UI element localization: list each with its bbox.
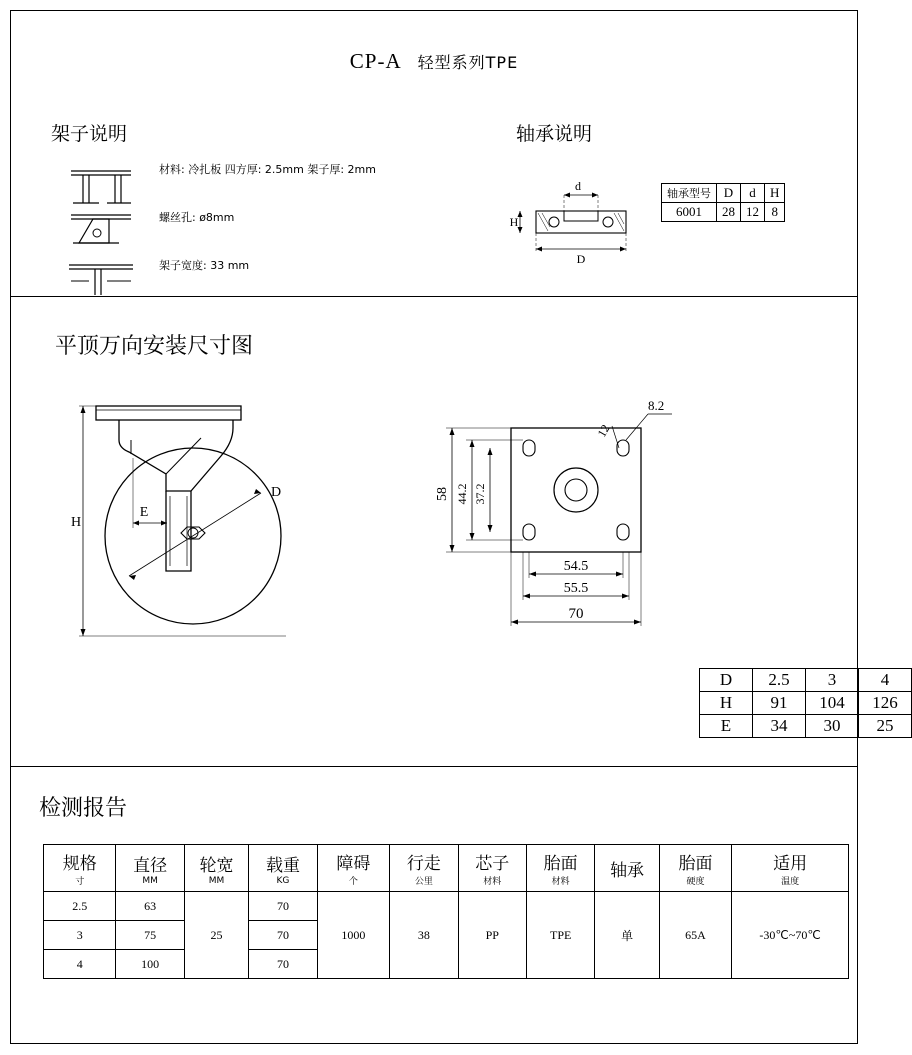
dhe-E-2: 30 (806, 715, 859, 738)
report-header-load: 载重 (265, 855, 300, 876)
report-subheader-obstacle: 个 (348, 877, 358, 887)
test-report-table (43, 844, 849, 979)
section-heading-frame: 架子说明 (51, 123, 128, 145)
caster-side-view (71, 396, 441, 666)
caster-top-view (426, 396, 746, 656)
report-cell-temperature: -30℃~70℃ (732, 892, 849, 979)
bearing-dim-H-label: H (509, 215, 519, 229)
table-header-row (44, 845, 849, 892)
dhe-H-1: 91 (753, 692, 806, 715)
report-subheader-travel: 公里 (414, 877, 433, 887)
report-subheader-width: MM (208, 875, 225, 886)
dhe-label-H: H (700, 692, 753, 715)
report-header-diameter: 直径 (133, 855, 168, 876)
table-row (662, 203, 785, 222)
frame-spec-width: 架子宽度: 33 mm (159, 259, 250, 272)
bearing-header-H: H (765, 184, 785, 203)
title-series: 轻型系列TPE (417, 53, 519, 72)
dhe-label-D: D (700, 669, 753, 692)
dhe-D-3: 4 (859, 669, 912, 692)
report-subheader-bearing (596, 881, 657, 884)
report-header-tread-hardness: 胎面 (678, 854, 713, 874)
report-cell-spec: 4 (44, 950, 116, 979)
screw-hole-icon (59, 209, 149, 255)
report-header-temperature: 适用 (773, 854, 808, 874)
report-subheader-core: 材料 (483, 877, 502, 887)
report-cell-bearing: 单 (595, 892, 659, 979)
report-header-spec: 规格 (62, 854, 97, 874)
bearing-diagram (506, 169, 666, 279)
report-cell-load: 70 (249, 892, 317, 921)
report-subheader-tread-material: 材料 (551, 877, 570, 887)
report-header-bearing: 轴承 (610, 860, 645, 881)
table-row (700, 715, 912, 738)
report-cell-tread-material: TPE (526, 892, 594, 979)
report-header-tread-material: 胎面 (543, 854, 578, 874)
top-dim-37-2: 37.2 (473, 483, 487, 505)
report-cell-width: 25 (184, 892, 248, 979)
report-subheader-tread-hardness: 硬度 (686, 877, 705, 887)
page-title (11, 49, 857, 74)
frame-spec-screw: 螺丝孔: ø8mm (159, 211, 235, 224)
side-dim-D: D (271, 485, 282, 500)
dhe-H-3: 126 (859, 692, 912, 715)
report-subheader-temperature: 温度 (781, 877, 800, 887)
dhe-E-3: 25 (859, 715, 912, 738)
bearing-value-model: 6001 (662, 203, 717, 222)
section-heading-report: 检测报告 (39, 796, 128, 821)
section-heading-bearing: 轴承说明 (516, 123, 593, 145)
frame-width-icon (59, 257, 149, 303)
drawing-sheet (10, 10, 898, 1044)
report-cell-core: PP (458, 892, 526, 979)
table-row (700, 692, 912, 715)
report-cell-diameter: 100 (116, 950, 184, 979)
bearing-value-H: 8 (765, 203, 785, 222)
bearing-value-d: 12 (741, 203, 765, 222)
report-subheader-load: KG (276, 875, 290, 886)
report-header-width: 轮宽 (199, 855, 234, 876)
top-dim-70: 70 (568, 606, 584, 622)
dhe-D-2: 3 (806, 669, 859, 692)
bearing-dim-d: d (575, 179, 581, 193)
report-cell-diameter: 63 (116, 892, 184, 921)
report-cell-travel: 38 (390, 892, 458, 979)
dhe-H-2: 104 (806, 692, 859, 715)
frame-spec-row (59, 257, 439, 305)
frame-spec-row (59, 161, 439, 209)
divider-middle (11, 766, 857, 767)
dimension-table (699, 668, 912, 738)
report-cell-tread-hardness: 65A (659, 892, 731, 979)
side-dim-E: E (139, 505, 149, 520)
report-header-core: 芯子 (475, 854, 510, 874)
frame-spec-row (59, 209, 439, 257)
bearing-value-D: 28 (717, 203, 741, 222)
report-cell-load: 70 (249, 921, 317, 950)
report-cell-spec: 2.5 (44, 892, 116, 921)
bearing-header-d: d (741, 184, 765, 203)
report-header-travel: 行走 (406, 854, 441, 874)
section-heading-mounting: 平顶万向安装尺寸图 (55, 334, 254, 359)
frame-plate-icon (59, 163, 149, 209)
dhe-D-1: 2.5 (753, 669, 806, 692)
table-row (44, 892, 849, 921)
report-cell-spec: 3 (44, 921, 116, 950)
report-cell-load: 70 (249, 950, 317, 979)
bearing-header-model: 轴承型号 (662, 184, 717, 203)
bearing-dim-D-label: D (576, 252, 586, 266)
table-row (700, 669, 912, 692)
bearing-header-D: D (717, 184, 741, 203)
side-dim-H: H (70, 515, 82, 530)
frame-spec-block (59, 161, 439, 305)
top-dim-55-5: 55.5 (563, 581, 589, 596)
table-row (662, 184, 785, 203)
report-cell-diameter: 75 (116, 921, 184, 950)
dhe-E-1: 34 (753, 715, 806, 738)
report-subheader-diameter: MM (142, 875, 158, 886)
top-dim-58: 58 (435, 487, 450, 501)
top-dim-54-5: 54.5 (563, 559, 589, 574)
title-code: CP-A (349, 49, 402, 73)
report-subheader-spec: 寸 (75, 877, 85, 887)
top-dim-44-2: 44.2 (455, 483, 469, 505)
top-dim-12: 12 (594, 422, 613, 440)
frame-spec-material: 材料: 冷扎板 四方厚: 2.5mm 架子厚: 2mm (159, 163, 376, 176)
report-header-obstacle: 障碍 (336, 854, 371, 874)
bearing-table (661, 183, 785, 222)
top-dim-8-2: 8.2 (648, 398, 665, 413)
report-cell-obstacle: 1000 (317, 892, 389, 979)
dhe-label-E: E (700, 715, 753, 738)
